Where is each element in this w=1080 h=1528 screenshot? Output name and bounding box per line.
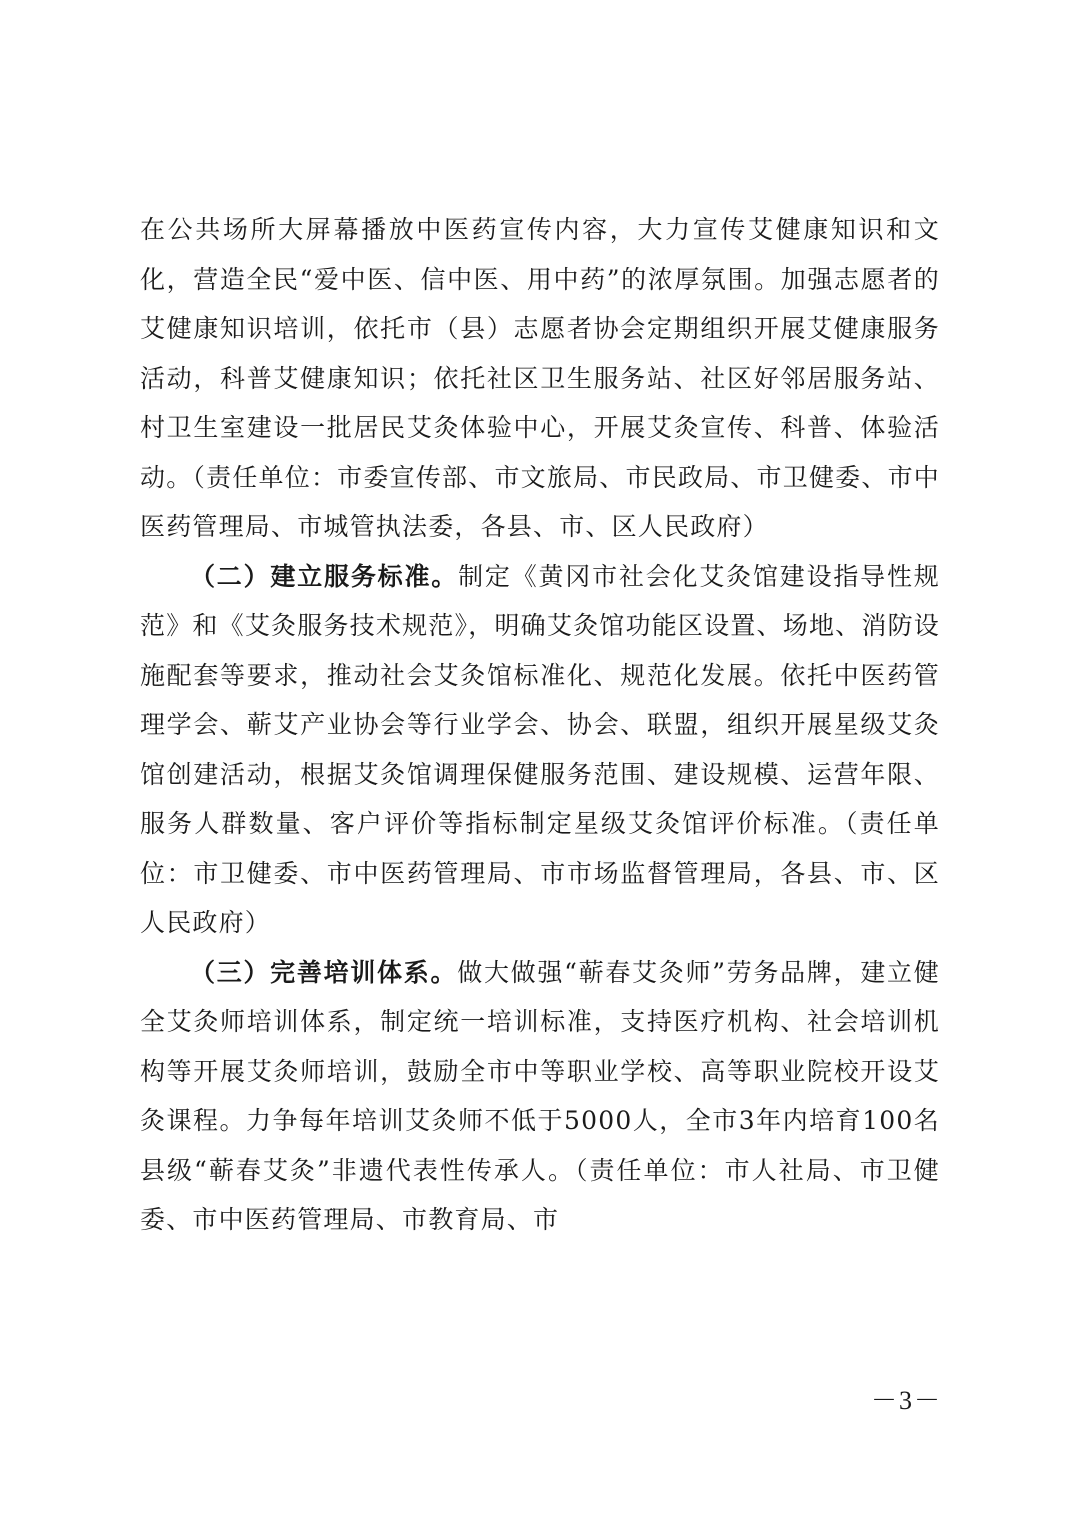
paragraph-text: 在公共场所大屏幕播放中医药宣传内容，大力宣传艾健康知识和文化，营造全民“爱中医、信中医、用中药”的浓厚氛围。加强志愿者的艾健康知识培训，依托市（县）志愿者协会定期组织开展艾健康服务活动，科普艾健康知识；依托社区卫生服务站、社区好邻居服务站、村卫生室建设一批居民艾灸体验中心，开展艾灸宣传、科普、体验活动。（责任单位：市委宣传部、市文旅局、市民政局、市卫健委、市中医药管理局、市城管执法委，各县、市、区人民政府） xyxy=(140,215,940,541)
paragraph-text: 制定《黄冈市社会化艾灸馆建设指导性规范》和《艾灸服务技术规范》，明确艾灸馆功能区设置、场地、消防设施配套等要求，推动社会艾灸馆标准化、规范化发展。依托中医药管理学会、蕲艾产业协会等行业学会、协会、联盟，组织开展星级艾灸馆创建活动，根据艾灸馆调理保健服务范围、建设规模、运营年限、服务人群数量、客户评价等指标制定星级艾灸馆评价标准。（责任单位：市卫健委、市中医药管理局、市市场监督管理局，各县、市、区人民政府） xyxy=(140,561,940,937)
section-heading-training-system: （三）完善培训体系。 xyxy=(190,957,458,987)
section-heading-service-standards: （二）建立服务标准。 xyxy=(190,561,459,591)
page-number: －3－ xyxy=(870,1386,942,1415)
paragraph-public-promotion xyxy=(140,205,940,552)
paragraph-text: 做大做强“蕲春艾灸师”劳务品牌，建立健全艾灸师培训体系，制定统一培训标准，支持医疗机构、社会培训机构等开展艾灸师培训，鼓励全市中等职业学校、高等职业院校开设艾灸课程。力争每年培训艾灸师不低于5000人，全市3年内培育100名县级“蕲春艾灸”非遗代表性传承人。（责任单位：市人社局、市卫健委、市中医药管理局、市教育局、市 xyxy=(140,957,940,1234)
document-body xyxy=(140,205,940,1245)
paragraph-service-standards xyxy=(140,552,940,948)
paragraph-training-system xyxy=(140,948,940,1245)
